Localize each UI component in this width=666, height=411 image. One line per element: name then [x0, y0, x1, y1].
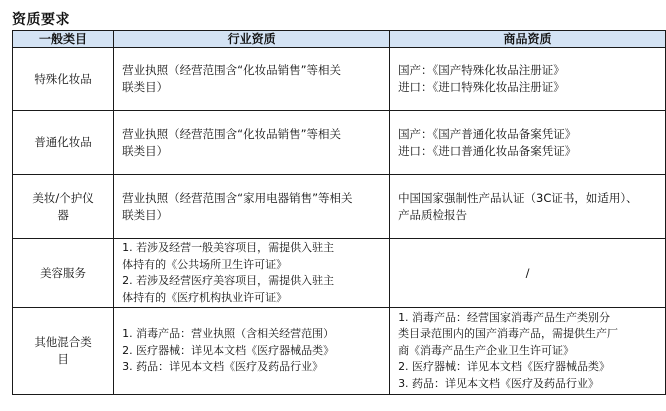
product-qualification-cell [390, 111, 666, 175]
table-row [13, 308, 666, 395]
product-text: 国产：《国产特殊化妆品注册证》 [398, 63, 565, 77]
product-text: 3. 药品：详见本文档《医疗及药品行业》 [398, 376, 600, 390]
category-text: 其他混合类 [34, 335, 92, 349]
table-row [13, 48, 666, 111]
category-text: 器 [57, 207, 69, 222]
product-qualification-cell [390, 239, 666, 308]
industry-qualification-cell [114, 175, 390, 239]
product-text: 中国国家强制性产品认证（3C证书，如适用）、 [398, 190, 638, 205]
product-text: 国产：《国产普通化妆品备案凭证》 [398, 126, 577, 141]
qualification-table [12, 30, 666, 395]
category-cell [13, 239, 114, 308]
product-text: 进口：《进口特殊化妆品注册证》 [398, 80, 565, 94]
industry-text: 营业执照（经营范围含“家用电器销售”等相关 [122, 190, 353, 205]
industry-text: 联类目） [122, 207, 169, 222]
industry-qualification-cell [114, 239, 390, 308]
industry-text: 营业执照（经营范围含“化妆品销售”等相关 [122, 126, 342, 141]
category-cell [13, 48, 114, 111]
industry-text: 1. 若涉及经营一般美容项目，需提供入驻主 [122, 241, 335, 254]
category-text: 特殊化妆品 [34, 71, 92, 86]
industry-text: 1. 消毒产品：营业执照（含相关经营范围） [122, 327, 335, 341]
product-qualification-cell [390, 175, 666, 239]
product-text: 1. 消毒产品：经营国家消毒产品生产类别分 [398, 310, 611, 324]
industry-qualification-cell [114, 111, 390, 175]
industry-text: 联类目） [122, 143, 169, 158]
column-header-product-qualification: 商品资质 [390, 31, 666, 48]
product-text: 进口：《进口普通化妆品备案凭证》 [398, 143, 577, 158]
category-text: 普通化妆品 [34, 135, 92, 149]
table-row [13, 175, 666, 239]
industry-text: 体持有的《公共场所卫生许可证》 [122, 257, 288, 271]
table-header-row [13, 31, 666, 48]
industry-qualification-cell [114, 308, 390, 395]
column-header-category: 一般类目 [13, 31, 114, 48]
product-text: 商《消毒产品生产企业卫生许可证》 [398, 343, 575, 357]
industry-text: 2. 医疗器械：详见本文档《医疗器械品类》 [122, 343, 335, 357]
industry-text: 营业执照（经营范围含“化妆品销售”等相关 [122, 63, 342, 77]
category-text: 美容服务 [40, 265, 87, 280]
product-text: / [525, 265, 530, 280]
table-row [13, 239, 666, 308]
industry-qualification-cell [114, 48, 390, 111]
product-text: 类目录范围内的国产消毒产品，需提供生产厂 [398, 327, 619, 341]
column-header-industry-qualification: 行业资质 [114, 31, 390, 48]
category-cell [13, 175, 114, 239]
product-text: 产品质检报告 [398, 207, 468, 222]
industry-text: 2. 若涉及经营医疗美容项目，需提供入驻主 [122, 274, 335, 287]
category-text: 美妆/个护仪 [32, 190, 94, 205]
product-text: 2. 医疗器械：详见本文档《医疗器械品类》 [398, 360, 611, 374]
table-row [13, 111, 666, 175]
industry-text: 联类目） [122, 80, 169, 94]
industry-text: 3. 药品：详见本文档《医疗及药品行业》 [122, 360, 324, 374]
category-cell [13, 111, 114, 175]
industry-text: 体持有的《医疗机构执业许可证》 [122, 290, 288, 304]
product-qualification-cell [390, 48, 666, 111]
category-text: 目 [57, 352, 69, 366]
category-cell [13, 308, 114, 395]
product-qualification-cell [390, 308, 666, 395]
page-title: 资质要求 [12, 12, 70, 28]
